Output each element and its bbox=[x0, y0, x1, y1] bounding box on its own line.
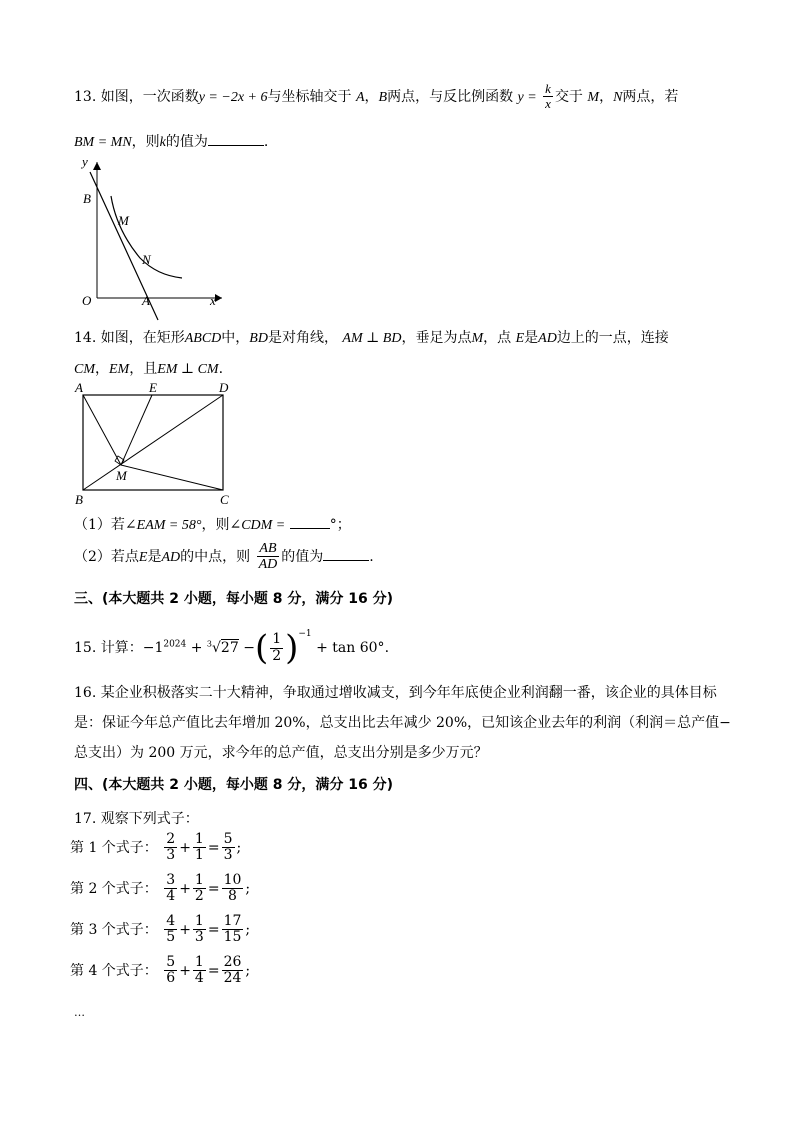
diagonal-BD bbox=[83, 395, 223, 490]
answer-blank bbox=[323, 560, 369, 561]
q14-part1: （1）若∠EAM = 58°，则∠CDM = °； bbox=[74, 517, 351, 533]
point-A-label: A bbox=[142, 293, 150, 308]
point-D-label: D bbox=[219, 380, 229, 395]
y-label: y bbox=[82, 154, 88, 169]
point-M-label: M bbox=[116, 468, 127, 483]
answer-blank bbox=[290, 528, 330, 529]
answer-blank bbox=[208, 145, 264, 146]
q17-intro: 17. 观察下列式子： bbox=[74, 811, 199, 827]
q14-part2: （2）若点E是AD的中点，则 $\frac{AB}{AD}$ 的值为 . bbox=[74, 541, 374, 573]
q16-line2: 是：保证今年总产值比去年增加 20%，总支出比去年减少 20%，已知该企业去年的利润（利润＝总产值− bbox=[74, 715, 731, 731]
q16-line1: 16. 某企业积极落实二十大精神，争取通过增收减支，到今年年底使企业利润翻一番，该企业的具体目标 bbox=[74, 685, 717, 701]
q16-line3: 总支出）为 200 万元，求今年的总产值，总支出分别是多少万元？ bbox=[74, 745, 488, 761]
y-axis-arrow-icon bbox=[93, 162, 101, 170]
x-axis-arrow-icon bbox=[215, 294, 222, 302]
q13-line1: 13. 如图，一次函数y = −2x + 6与坐标轴交于 A，B两点，与反比例函数 y = $\frac{k}{x}$ 交于 M，N两点，若 bbox=[74, 81, 679, 112]
segment-AM bbox=[83, 395, 121, 465]
segment-CM bbox=[121, 465, 223, 490]
q13-line2: BM = MN，则k的值为 . bbox=[74, 134, 269, 150]
cube-root: $^3$√27 bbox=[206, 639, 239, 656]
segment-EM bbox=[121, 395, 152, 465]
q17-row-1: 第 1 个式子： $\frac{2}{3}$ + $\frac{1}{1}$ = $\frac{5}{3}$ ; bbox=[70, 831, 242, 864]
origin-label: O bbox=[82, 293, 92, 308]
section-4-heading: 四、(本大题共 2 小题，每小题 8 分，满分 16 分) bbox=[74, 777, 394, 793]
q14-line1: 14. 如图，在矩形ABCD中，BD是对角线， AM ⊥ BD，垂足为点M，点 E是AD边上的一点，连接 bbox=[74, 330, 669, 346]
one-half-fraction: $\frac{1}{2}$ bbox=[272, 631, 282, 664]
point-A-label: A bbox=[75, 380, 83, 395]
q14-rectangle-figure bbox=[70, 380, 240, 510]
k-over-x-fraction: $\frac{k}{x}$ bbox=[545, 81, 551, 112]
q17-ellipsis: … bbox=[74, 1006, 85, 1019]
point-N-label: N bbox=[142, 252, 151, 267]
point-C-label: C bbox=[220, 492, 229, 507]
q15: 15. 计算：$-1^{2024} + ^3√27$ −( $\frac{1}{2}$ )$^{-1}$ + tan 60°. bbox=[74, 628, 390, 668]
q17-row-4: 第 4 个式子： $\frac{5}{6}$ + $\frac{1}{4}$ = $\frac{26}{24}$ ; bbox=[70, 954, 251, 987]
ab-over-ad-fraction: $\frac{AB}{AD}$ bbox=[258, 541, 278, 573]
point-E-label: E bbox=[149, 380, 157, 395]
q17-row-2: 第 2 个式子： $\frac{3}{4}$ + $\frac{1}{2}$ = $\frac{10}{8}$ ; bbox=[70, 872, 251, 905]
x-label: x bbox=[210, 293, 216, 308]
q17-row-3: 第 3 个式子： $\frac{4}{5}$ + $\frac{1}{3}$ = $\frac{17}{15}$ ; bbox=[70, 913, 251, 946]
point-B-label: B bbox=[83, 191, 91, 206]
section-3-heading: 三、(本大题共 2 小题，每小题 8 分，满分 16 分) bbox=[74, 591, 394, 607]
point-M-label: M bbox=[118, 213, 129, 228]
q14-line2: CM，EM，且EM ⊥ CM. bbox=[74, 361, 224, 377]
point-B-label: B bbox=[75, 492, 83, 507]
q13-graph-figure bbox=[70, 150, 230, 325]
